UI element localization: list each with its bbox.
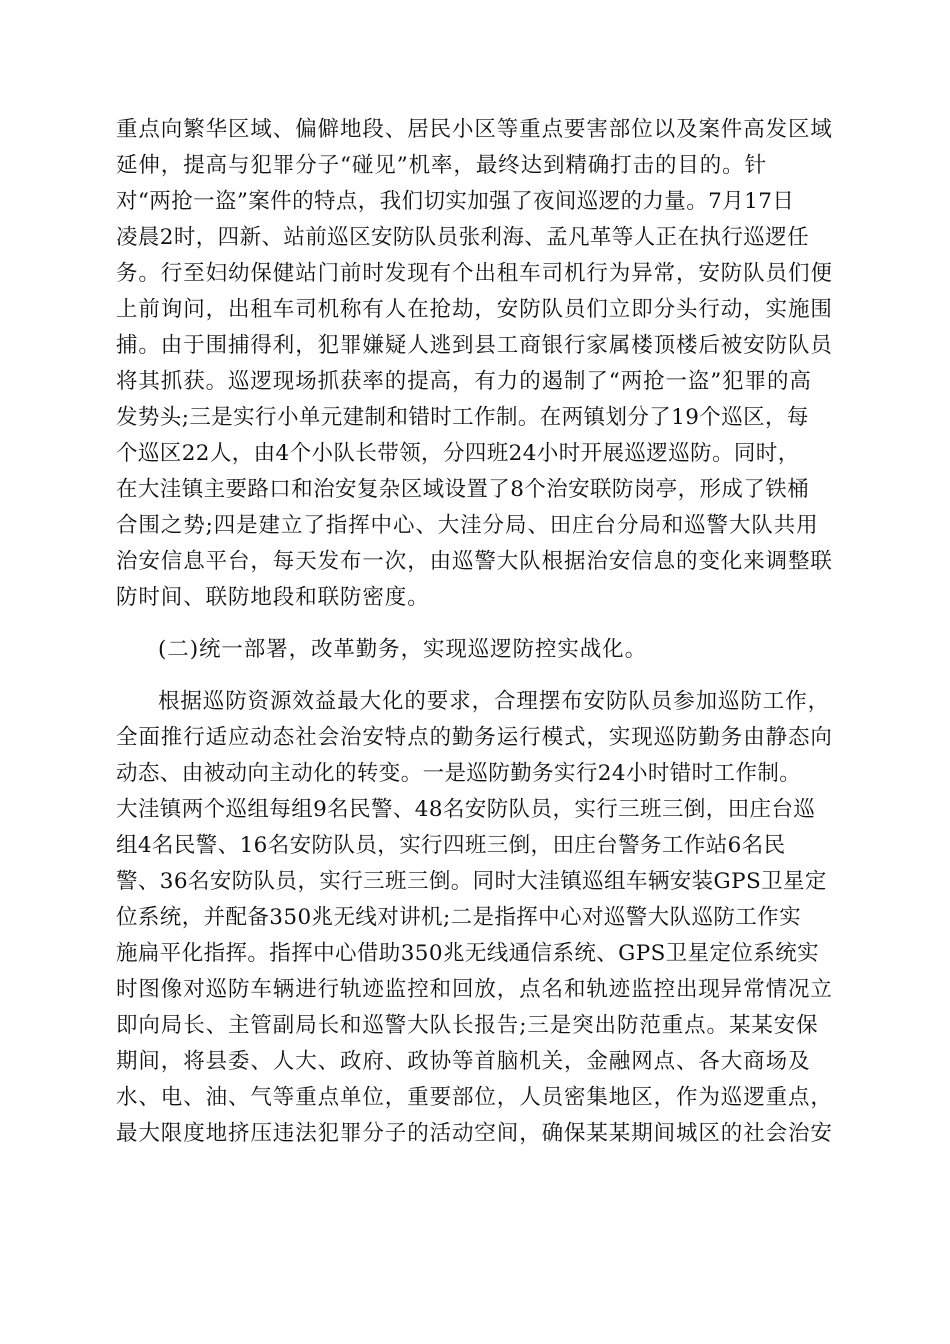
paragraph-line: 上前询问，出租车司机称有人在抢劫，安防队员们立即分头行动，实施围: [116, 297, 833, 322]
paragraph-line: 对“两抢一盗”案件的特点，我们切实加强了夜间巡逻的力量。7月17日: [116, 189, 795, 214]
paragraph-line: 水、电、油、气等重点单位，重要部位，人员密集地区，作为巡逻重点，: [116, 1085, 833, 1110]
paragraph-line: 务。行至妇幼保健站门前时发现有个出租车司机行为异常，安防队员们便: [116, 261, 833, 286]
paragraph-line: 组4名民警、16名安防队员，实行四班三倒，田庄台警务工作站6名民: [116, 833, 786, 858]
paragraph-line: 重点向繁华区域、偏僻地段、居民小区等重点要害部位以及案件高发区域: [116, 117, 833, 142]
paragraph-line: 治安信息平台，每天发布一次，由巡警大队根据治安信息的变化来调整联: [116, 549, 833, 574]
paragraph-line: 动态、由被动向主动化的转变。一是巡防勤务实行24小时错时工作制。: [116, 761, 802, 786]
paragraph-line: 延伸，提高与犯罪分子“碰见”机率，最终达到精确打击的目的。针: [116, 153, 767, 178]
paragraph-line: 凌晨2时，四新、站前巡区安防队员张利海、孟凡革等人正在执行巡逻任: [116, 225, 809, 250]
paragraph-line: 即向局长、主管副局长和巡警大队长报告;三是突出防范重点。某某安保: [116, 1013, 819, 1038]
paragraph-line: 警、36名安防队员，实行三班三倒。同时大洼镇巡组车辆安装GPS卫星定: [116, 869, 827, 894]
paragraph-line: 将其抓获。巡逻现场抓获率的提高，有力的遏制了“两抢一盗”犯罪的高: [116, 369, 812, 394]
paragraph-line: 最大限度地挤压违法犯罪分子的活动空间，确保某某期间城区的社会治安: [116, 1121, 833, 1146]
paragraph-line: 在大洼镇主要路口和治安复杂区域设置了8个治安联防岗亭，形成了铁桶: [116, 477, 809, 502]
paragraph-line: 大洼镇两个巡组每组9名民警、48名安防队员，实行三班三倒，田庄台巡: [116, 797, 816, 822]
paragraph-line: 合围之势;四是建立了指挥中心、大洼分局、田庄台分局和巡警大队共用: [116, 513, 819, 538]
paragraph-line: 个巡区22人，由4个小队长带领，分四班24小时开展巡逻巡防。同时，: [116, 441, 800, 466]
paragraph-line: 根据巡防资源效益最大化的要求，合理摆布安防队员参加巡防工作，: [158, 689, 831, 714]
section-heading: (二)统一部署，改革勤务，实现巡逻防控实战化。: [158, 637, 647, 662]
paragraph-line: 位系统，并配备350兆无线对讲机;二是指挥中心对巡警大队巡防工作实: [116, 905, 801, 930]
paragraph-line: 时图像对巡防车辆进行轨迹监控和回放，点名和轨迹监控出现异常情况立: [116, 977, 833, 1002]
paragraph-line: 防时间、联防地段和联防密度。: [116, 585, 430, 610]
paragraph-line: 施扁平化指挥。指挥中心借助350兆无线通信系统、GPS卫星定位系统实: [116, 941, 820, 966]
paragraph-line: 期间，将县委、人大、政府、政协等首脑机关，金融网点、各大商场及: [116, 1049, 811, 1074]
paragraph-line: 发势头;三是实行小单元建制和错时工作制。在两镇划分了19个巡区，每: [116, 405, 809, 430]
paragraph-line: 全面推行适应动态社会治安特点的勤务运行模式，实现巡防勤务由静态向: [116, 725, 833, 750]
paragraph-line: 捕。由于围捕得利，犯罪嫌疑人逃到县工商银行家属楼顶楼后被安防队员: [116, 333, 833, 358]
